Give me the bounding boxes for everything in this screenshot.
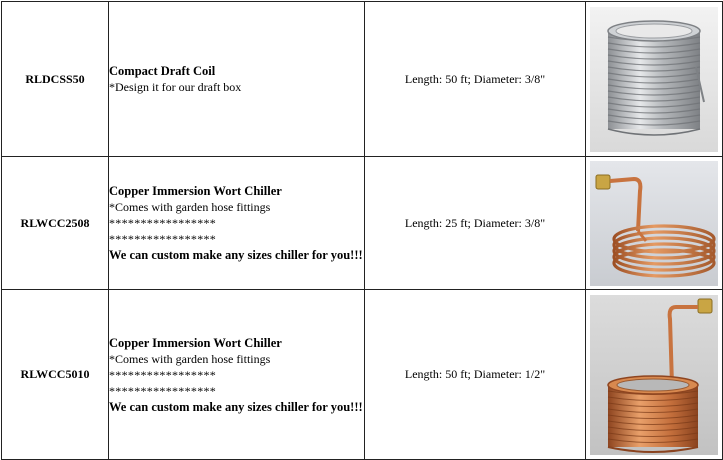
table-row <box>2 290 723 460</box>
description-line: ***************** <box>109 232 217 246</box>
description-line: *Design it for our draft box <box>109 80 242 94</box>
description-line: *Comes with garden hose fittings <box>109 200 271 214</box>
table-row <box>2 157 723 290</box>
product-image-cell <box>586 2 723 157</box>
copper-chiller-photo-icon <box>590 295 718 455</box>
description-line: ***************** <box>109 367 217 382</box>
product-image-cell <box>586 290 723 460</box>
description-line: ***************** <box>109 216 217 230</box>
product-title: Copper Immersion Wort Chiller <box>109 335 282 350</box>
product-title: Compact Draft Coil <box>109 64 216 78</box>
table-row <box>2 2 723 157</box>
description-line: *Comes with garden hose fittings <box>109 351 271 366</box>
product-description <box>109 157 365 290</box>
product-spec: Length: 50 ft; Diameter: 3/8" <box>365 2 586 157</box>
custom-note: We can custom make any sizes chiller for you!!! <box>109 399 363 414</box>
product-table <box>1 1 723 460</box>
product-code: RLWCC5010 <box>2 290 109 460</box>
product-code: RLWCC2508 <box>2 157 109 290</box>
product-spec: Length: 50 ft; Diameter: 1/2" <box>365 290 586 460</box>
product-code: RLDCSS50 <box>2 2 109 157</box>
stainless-coil-photo-icon <box>590 7 718 152</box>
product-description <box>109 2 365 157</box>
product-description <box>109 290 365 460</box>
product-title: Copper Immersion Wort Chiller <box>109 184 282 198</box>
copper-chiller-photo-icon <box>590 161 718 286</box>
product-image-cell <box>586 157 723 290</box>
custom-note: We can custom make any sizes chiller for you!!! <box>109 248 363 262</box>
product-spec: Length: 25 ft; Diameter: 3/8" <box>365 157 586 290</box>
description-line: ***************** <box>109 383 217 398</box>
